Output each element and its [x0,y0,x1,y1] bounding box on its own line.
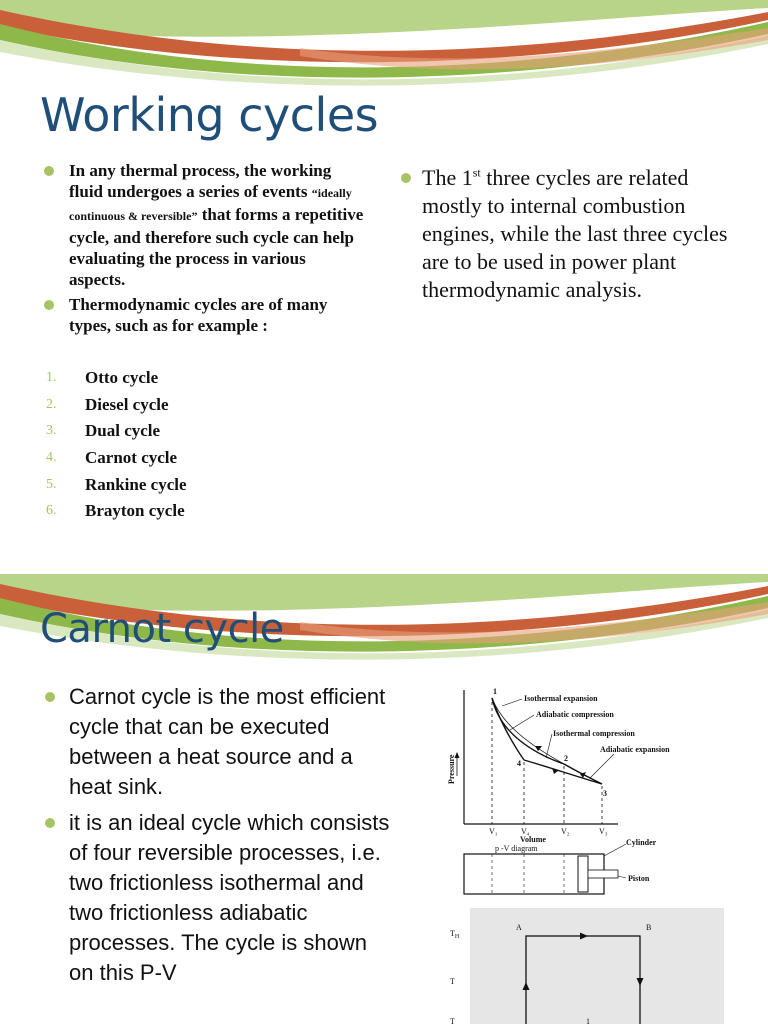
list-number: 1. [46,370,57,385]
bullet-dot-icon [45,692,55,702]
legend-label: Isothermal expansion [524,694,598,703]
list-item [42,808,392,988]
bullet-dot-icon [44,300,54,310]
list-item [42,682,392,802]
list-item [46,501,187,528]
bullet-quote: “ideally continuous & reversible” [69,186,352,223]
bullet-dot-icon [45,818,55,828]
corner-label-a: A [516,923,522,932]
pv-caption: p -V diagram [495,844,538,853]
legend-label: Isothermal compression [553,729,635,738]
bullet-text: In any thermal process, the working fluid undergoes a series of events [69,161,332,201]
bullet-dot-icon [401,173,411,183]
ts-y-tick: T [450,977,455,986]
bullet-text: The 1 [422,165,473,190]
ts-y-tick: $T_H$ [450,929,460,940]
legend-label: Adiabatic compression [536,710,614,719]
bottom-label: 1 [586,1017,590,1024]
list-item [46,448,187,475]
page-title: Working cycles [40,88,379,142]
list-label: Dual cycle [85,421,161,441]
bullet-text: it is an ideal cycle which consists of four reversible processes, i.e. two frictionless isothermal and two frictionless adiabatic processes. The cycle is shown on this P-V [69,810,390,985]
pv-diagram [440,684,680,899]
legend-label: Adiabatic expansion [600,745,670,754]
right-bullet-list [400,164,730,304]
list-number: 5. [46,476,57,492]
piston-label: Piston [628,874,650,883]
bullet-text: Thermodynamic cycles are of many types, such as for example : [69,295,328,335]
tick-label: V₃ [599,827,608,836]
tick-label: V₂ [561,827,570,836]
bullet-dot-icon [44,166,54,176]
tick-label: V₁ [489,827,498,836]
carnot-bullet-list [42,682,392,994]
slide-carnot-cycle [0,574,768,1024]
list-number: 4. [46,450,57,466]
list-number: 2. [46,396,57,412]
bullet-text-continued: that forms a repetitive cycle, and therefore such cycle can help evaluating the process in various aspects. [69,205,364,289]
ts-diagram [440,908,724,1024]
tick-label: V₄ [521,827,530,836]
list-label: Diesel cycle [85,394,169,414]
point-label: 3 [603,789,607,798]
slide-banner-decoration [0,0,768,90]
piston-icon [578,856,588,892]
point-label: 1 [493,687,497,696]
ordinal-suffix: st [472,165,481,180]
list-label: Rankine cycle [85,474,187,494]
list-item [46,475,187,502]
point-label: 2 [564,754,568,763]
cycle-list [46,368,187,528]
pv-y-axis-label: Pressure [447,754,456,784]
bullet-text: Carnot cycle is the most efficient cycle that can be executed between a heat source and a heat sink. [69,684,386,799]
list-item [400,164,730,304]
cylinder-label: Cylinder [626,838,657,847]
ts-y-tick: T [450,1017,455,1024]
list-item [46,421,187,448]
bullet-text-continued: three cycles are related mostly to internal combustion engines, while the last three cycles are to be used in power plant thermodynamic analysis. [422,165,728,302]
page-title: Carnot cycle [40,606,284,652]
list-item [42,294,364,336]
list-number: 3. [46,423,57,439]
list-item [42,160,364,290]
left-bullet-list [42,160,364,340]
list-label: Brayton cycle [85,501,185,521]
point-label: 4 [517,759,521,768]
list-label: Otto cycle [85,368,159,387]
list-item [46,368,187,395]
list-number: 6. [46,503,57,519]
list-item [46,395,187,422]
pv-x-axis-label: Volume [520,835,546,844]
corner-label-b: B [646,923,652,932]
list-label: Carnot cycle [85,448,178,468]
